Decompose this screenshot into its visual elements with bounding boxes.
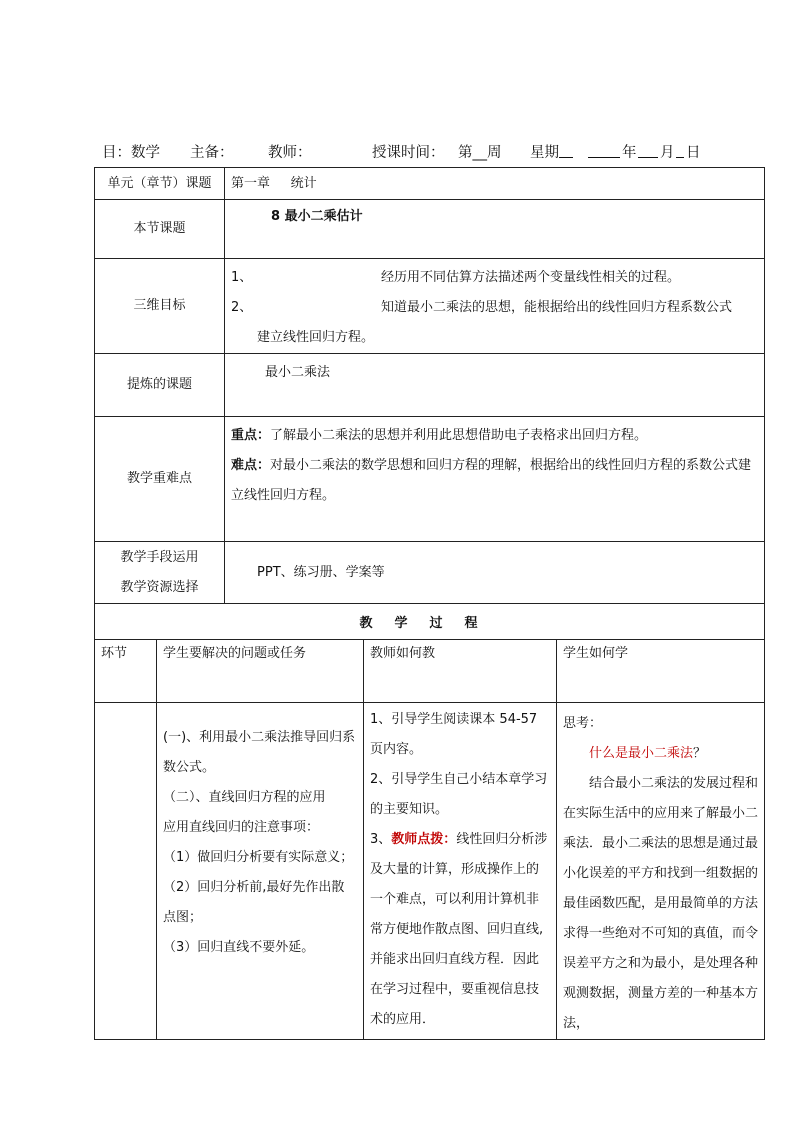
task-cell: [157, 703, 364, 1040]
col-teach: 教师如何教: [364, 640, 557, 703]
time-label: 授课时间：: [372, 145, 445, 161]
keypoints-label: 教学重难点: [95, 417, 225, 542]
process-title-row: [95, 604, 765, 640]
keypoints-row: [95, 417, 765, 542]
learn-think: 思考：: [563, 716, 603, 731]
stage-cell: [95, 703, 157, 1040]
teacher-label: 教师：: [268, 145, 312, 161]
lesson-title: 8 最小二乘估计: [271, 209, 363, 224]
teach-item-2: 2、引导学生自己小结本章学习的主要知识。: [370, 772, 548, 817]
means-label-1: 教学手段运用: [120, 549, 199, 565]
task-5: （2）回归分析前,最好先作出散点图；: [163, 880, 345, 925]
goal-2: 2、 知道最小二乘法的思想，能根据给出的线性回归方程系数公式: [231, 300, 733, 315]
lesson-plan-table: [94, 167, 765, 1040]
month-label: 月: [660, 145, 675, 161]
difficult-point: 难点：对最小二乘法的数学思想和回归方程的理解，根据给出的线性回归方程的系数公式建立线性回归方程。: [231, 458, 752, 503]
subject-label: 目：数学: [102, 145, 160, 161]
col-learn: 学生如何学: [557, 640, 765, 703]
learn-text: 结合最小二乘法的发展过程和在实际生活中的应用来了解最小二乘法．最小二乘法的思想是通过最小化误差的平方和找到一组数据的最佳函数匹配，是用最简单的方法求得一些绝对不可知的真值，而令误差平方之和为最小，是处理各种观测数据，测量方差的一种基本方法，: [563, 776, 759, 1031]
unit-label: 单元（章节）课题: [95, 168, 225, 200]
teach-item-3: 3、教师点拨：线性回归分析涉及大量的计算，形成操作上的一个难点，可以利用计算机非常方便地作散点图、回归直线,并能求出回归直线方程．因此在学习过程中，要重视信息技术的应用．: [370, 832, 548, 1027]
weekday-label: 星期: [530, 142, 559, 164]
goal-2-continued: 建立线性回归方程。: [257, 330, 375, 345]
refined-value: 最小二乘法: [225, 354, 765, 417]
process-title: 教学过程: [95, 604, 765, 640]
refined-label: 提炼的课题: [95, 354, 225, 417]
goals-label: 三维目标: [95, 259, 225, 354]
col-task: 学生要解决的问题或任务: [157, 640, 364, 703]
task-3: 应用直线回归的注意事项：: [163, 820, 320, 835]
means-value: PPT、练习册、学案等: [225, 542, 765, 604]
teach-item-1: 1、引导学生阅读课本 54-57 页内容。: [370, 712, 538, 757]
task-1: (一)、利用最小二乘法推导回归系数公式。: [163, 730, 356, 775]
unit-value: 第一章 统计: [225, 168, 765, 200]
process-header-row: [95, 640, 765, 703]
lesson-row: [95, 200, 765, 259]
goal-1: 1、 经历用不同估算方法描述两个变量线性相关的过程。: [231, 270, 681, 285]
teach-cell: [364, 703, 557, 1040]
task-4: （1）做回归分析要有实际意义；: [163, 850, 354, 865]
goals-row: [95, 259, 765, 354]
lesson-label: 本节课题: [95, 200, 225, 259]
key-point: 重点：了解最小二乘法的思想并利用此思想借助电子表格求出回归方程。: [231, 428, 648, 443]
learn-cell: [557, 703, 765, 1040]
means-row: [95, 542, 765, 604]
prep-label: 主备：: [190, 145, 234, 161]
task-6: （3）回归直线不要外延。: [163, 940, 315, 955]
year-label: 年: [622, 145, 637, 161]
lesson-header: [102, 142, 762, 164]
means-label-2: 教学资源选择: [120, 579, 199, 595]
learn-question: 什么是最小二乘法？: [589, 746, 707, 761]
unit-row: [95, 168, 765, 200]
refined-row: [95, 354, 765, 417]
day-label: 日: [686, 145, 701, 161]
task-2: （二）、直线回归方程的应用: [163, 790, 326, 805]
col-stage: 环节: [95, 640, 157, 703]
process-body-row: [95, 703, 765, 1040]
week-label: 第__周: [458, 145, 502, 161]
